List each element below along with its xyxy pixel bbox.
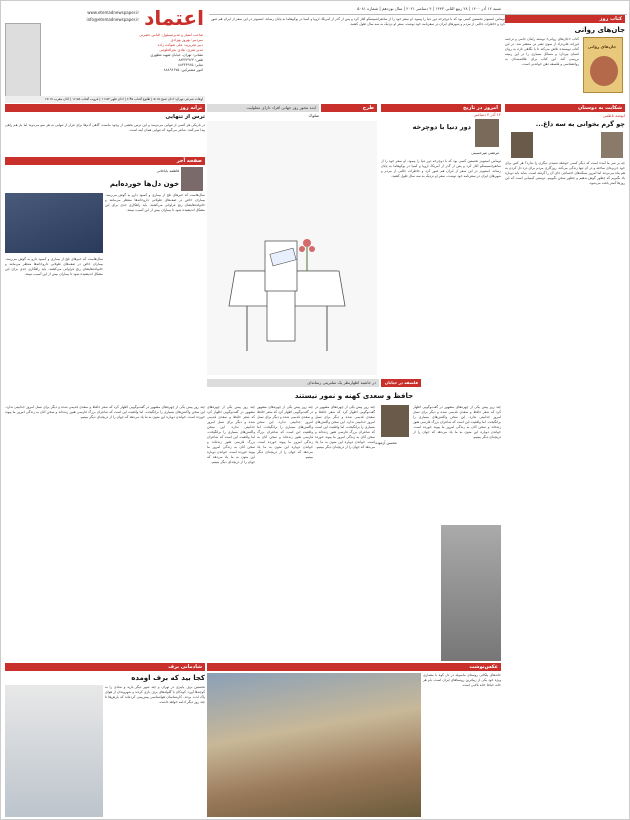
complaint-author-photo-2: [511, 132, 533, 158]
history-text: توماس استیونز نخستین کسی بود که با دوچرخه دور دنیا را پیمود. او سفر خود را از سانفرانسیسکو آغاز کرد و پس از گذر از آمریکا، اروپا و آسیا در یوکوهاما به پایان رساند. استیونز در این سفر از ایران هم عبور کرد و خاطرات جالبی از مردم و شهرهای ایران در سفرنامه خود نوشت. سفر او نزدیک به سه سال طول کشید.: [381, 159, 501, 178]
complaint-title: چو گرم بخوانی به سه داغ...: [535, 120, 625, 128]
prayer-times-bar: اوقات شرعی تهران: اذان صبح ۵:۱۵ | طلوع آفتاب ۶:۴۵ | اذان ظهر ۱۱:۵۳ | غروب آفتاب ۱۶:۵۸ | اذان مغرب ۱۷:۱۷: [5, 96, 205, 103]
philosophy-byline: محسن آزموده: [375, 441, 397, 445]
staff-line: دبیر تحریریه: علی شوکت زاده: [157, 43, 203, 47]
masthead-website[interactable]: www.etemadnewspaper.ir: [87, 10, 139, 15]
history-author-photo: [475, 119, 499, 147]
staff-line: تلفن: ۸۸۳۴۳۹۶۳: [178, 58, 203, 62]
opinion-title: خون دل‌ها خورده‌ایم: [109, 180, 179, 188]
complaint-author-photo-1: [601, 132, 623, 158]
opinion-text-cont: سال‌هاست که خبرهای تلخ از بیماری و کمبود دارو به گوش می‌رسد. بیماران خاص در صف‌های طولانی داروخانه‌ها منتظر می‌مانند و خانواده‌هایشان رنج فراوانی می‌کشند. باید راهکاری جدی برای این مشکل اندیشیده شود تا بیماران بیش از این آسیب نبینند.: [5, 257, 103, 276]
staff-line: سردبیر: بهروز بهزادی: [170, 38, 203, 42]
history-byline: مرتضی میرحسینی: [471, 151, 499, 155]
snow-photo: [5, 685, 103, 817]
cartoon-drawing: [207, 121, 377, 375]
song-column-text: در تاریکی هر کسی از تنهایی می‌ترسد و این ترس بخشی از وجود ماست. گاهی آدم‌ها برای فرار از تنهایی به هر سو می‌دوند اما باز هم راهی پیدا نمی‌کنند. شاعر می‌گوید که تنهایی همان آینه است.: [5, 123, 205, 132]
book-column-header: کتاب روز: [505, 15, 625, 23]
cartoon-flower: [309, 246, 315, 252]
complaint-byline: انوشه ناظمی: [602, 113, 625, 118]
history-title: دور دنیا با دوچرخه: [412, 123, 471, 131]
opinion-header: صفحه آخر: [5, 157, 205, 165]
book-cover-art: [590, 56, 618, 86]
masthead-logo: اعتماد: [144, 6, 204, 30]
complaint-column-header: شکایت به دوستان: [505, 104, 625, 112]
opinion-text: سال‌هاست که خبرهای تلخ از بیماری و کمبود دارو به گوش می‌رسد. بیماران خاص در صف‌های طولانی داروخانه‌ها منتظر می‌مانند و خانواده‌هایشان رنج فراوانی می‌کشند. باید راهکاری جدی برای این مشکل اندیشیده شود تا بیماران بیش از این آسیب نبینند.: [105, 193, 205, 212]
song-column-header: ترانه روز: [5, 104, 205, 112]
philosophy-title: حافظ و سعدی کهنه و نمور نیستند: [294, 392, 414, 400]
staff-line: صاحب امتیاز و مدیرمسئول: الیاس حضرتی: [139, 33, 203, 37]
philosophy-text-4: چند روز پیش یکی از چهره‌های مشهور در گفت‌وگویی اظهار کرد که شعر حافظ و سعدی قدیمی شده و دیگر برای نسل امروز جذابیتی ندارد. این سخن واکنش‌های بسیاری را برانگیخت. اما واقعیت این است که شاعران بزرگ فارسی هنوز زنده‌اند و سخن آنان به زندگی امروز ما پیوند خورده است. خواندن دوباره این متون به ما یاد می‌دهد که جهان را از دریچه‌ای دیگر ببینیم.: [207, 405, 255, 464]
cartoon-header-right: ایده محور روز جهانی افراد دارای معلولیت: [207, 104, 319, 112]
masouleh-photo: [207, 673, 421, 817]
opinion-author-photo: [181, 167, 203, 191]
staff-line: مدیر هنری: هادی بحرالعلومی: [159, 48, 203, 52]
song-column-title: ترس از تنهایی: [165, 114, 205, 120]
date-line: شنبه ۱۲ آذر ۱۴۰۰ | ۲۸ ربیع الثانی ۱۴۴۳ | ۴ دسامبر ۲۰۲۱ | سال نوزدهم | شماره ۵۰۸۱: [357, 6, 501, 11]
book-column-title: جان‌های روانی: [574, 26, 625, 34]
book-cover-title: جان‌های روانی: [587, 44, 617, 49]
philosophy-header-right: در حاشیه اظهارنظر یک سلبریتی رسانه‌ای: [207, 379, 379, 387]
staff-line: نمابر: ۸۸۳۴۳۹۶۵: [178, 63, 203, 67]
snow-header: شادمانی برف: [5, 663, 205, 671]
masthead-staff: [45, 33, 203, 103]
masthead: [5, 5, 205, 109]
masthead-thumbnail: [5, 23, 41, 103]
complaint-text: چه بر سر ما آمده است که دیگر کسی حوصله شنیدن دیگری را ندارد؟ هر کس برای خود جزیره‌ای ساخته و در آن تنها زندگی می‌کند. روزگاری مردم برای درد دل کردن به هم پناه می‌بردند اما امروز شبکه‌های اجتماعی جای آن را گرفته است. شاید باید دوباره یاد بگیریم که چطور گوش بدهیم و چطور سخن بگوییم. دوستی کیمیایی است که این روزها کمتر یافت می‌شود.: [505, 161, 625, 185]
cartoon-flower: [303, 239, 311, 247]
philosophy-text-2: چند روز پیش یکی از چهره‌های مشهور در گفت‌وگویی اظهار کرد که شعر حافظ و سعدی قدیمی شده و دیگر برای نسل امروز جذابیتی ندارد. این سخن واکنش‌های بسیاری را برانگیخت. اما واقعیت این است که شاعران بزرگ فارسی هنوز زنده‌اند و سخن آنان به زندگی امروز ما پیوند خورده است. خواندن دوباره این متون به ما یاد می‌دهد که جهان را از دریچه‌ای دیگر ببینیم.: [315, 405, 375, 449]
book-column-text: کتاب «جان‌های روانی» نوشته رامان جامی و ترجمه فرزانه علی‌نژاد از سوی نشر نی منتشر شد. در این کتاب نویسنده تلاش می‌کند تا با نگاهی تازه به روان انسان بپردازد و مسائل بسیاری را در این زمینه بررسی کند. این کتاب برای علاقه‌مندان به روانشناسی و فلسفه ذهن خواندنی است.: [505, 37, 579, 66]
opinion-photo: [5, 193, 103, 253]
snow-title: کجا بید که برف اومده: [131, 674, 205, 682]
cartoon-svg: [207, 121, 377, 375]
book-cover: [583, 37, 623, 93]
photo-caption-text: خانه‌های پلکانی روستای ماسوله در دل کوه با معماری ویژه خود یکی از زیباترین روستاهای ایران است. بام هر خانه حیاط خانه بالایی است.: [423, 673, 501, 687]
cartoon-flower: [299, 246, 305, 252]
philosophy-text-3: چند روز پیش یکی از چهره‌های مشهور در گفت‌وگویی اظهار کرد که شعر حافظ و سعدی قدیمی شده و دیگر برای نسل امروز جذابیتی ندارد. این سخن واکنش‌های بسیاری را برانگیخت. اما واقعیت این است که شاعران بزرگ فارسی هنوز زنده‌اند و سخن آنان به زندگی امروز ما پیوند خورده است. خواندن دوباره این متون به ما یاد می‌دهد که جهان را از دریچه‌ای دیگر ببینیم.: [257, 405, 313, 459]
philosophy-text-5: چند روز پیش یکی از چهره‌های مشهور در گفت‌وگویی اظهار کرد که شعر حافظ و سعدی قدیمی شده و دیگر برای نسل امروز جذابیتی ندارد. این سخن واکنش‌های بسیاری را برانگیخت. اما واقعیت این است که شاعران بزرگ فارسی هنوز زنده‌اند و سخن آنان به زندگی امروز ما پیوند خورده است. خواندن دوباره این متون به ما یاد می‌دهد که جهان را از دریچه‌ای دیگر ببینیم.: [5, 405, 205, 419]
philosophy-author-photo: [381, 405, 409, 437]
opinion-byline: فاطمه باباخانی: [156, 169, 179, 173]
cartoon-artist: سلوک: [308, 113, 319, 118]
philosophy-header-left: فلسفه در خیابان: [381, 379, 421, 387]
top-center-article: توماس استیونز نخستین کسی بود که با دوچرخه دور دنیا را پیمود. او سفر خود را از سانفرانسیسکو آغاز کرد و پس از گذر از آمریکا، اروپا و آسیا در یوکوهاما به پایان رساند. استیونز در این سفر از ایران هم عبور کرد و خاطرات جالبی از مردم و شهرهای ایران در سفرنامه خود نوشت. سفر او نزدیک به سه سال طول کشید.: [211, 17, 505, 26]
cartoon-chair: [267, 286, 295, 341]
philosophy-bicycle-photo: [441, 525, 501, 661]
cartoon-header-left: طرح: [321, 104, 377, 112]
history-column-header: امروز در تاریخ: [381, 104, 501, 112]
history-date: ۱۲ آذر ۴ دسامبر: [473, 112, 501, 117]
snow-text: نخستین برف پاییزی در تهران و چند شهر دیگر بارید و شادی را به کوچه‌ها آورد. کودکان با گلوله‌های برف بازی کردند و شهروندان از هوای پاک لذت بردند. کارشناسان هواشناسی پیش‌بینی کرده‌اند که بارش‌ها تا چند روز دیگر ادامه خواهد داشت.: [105, 685, 205, 704]
staff-line: امور مشترکین: ۸۸۸۹۶۶۷۵: [163, 68, 203, 72]
philosophy-text-1: چند روز پیش یکی از چهره‌های مشهور در گفت‌وگویی اظهار کرد که شعر حافظ و سعدی قدیمی شده و دیگر برای نسل امروز جذابیتی ندارد. این سخن واکنش‌های بسیاری را برانگیخت. اما واقعیت این است که شاعران بزرگ فارسی هنوز زنده‌اند و سخن آنان به زندگی امروز ما پیوند خورده است. خواندن دوباره این متون به ما یاد می‌دهد که جهان را از دریچه‌ای دیگر ببینیم.: [413, 405, 501, 439]
staff-line: نشانی: تهران، خیابان شهید مطهری: [150, 53, 203, 57]
photo-caption-header: عکس‌نوشت: [207, 663, 501, 671]
masthead-email[interactable]: info@etemadnewspaper.ir: [86, 17, 139, 22]
